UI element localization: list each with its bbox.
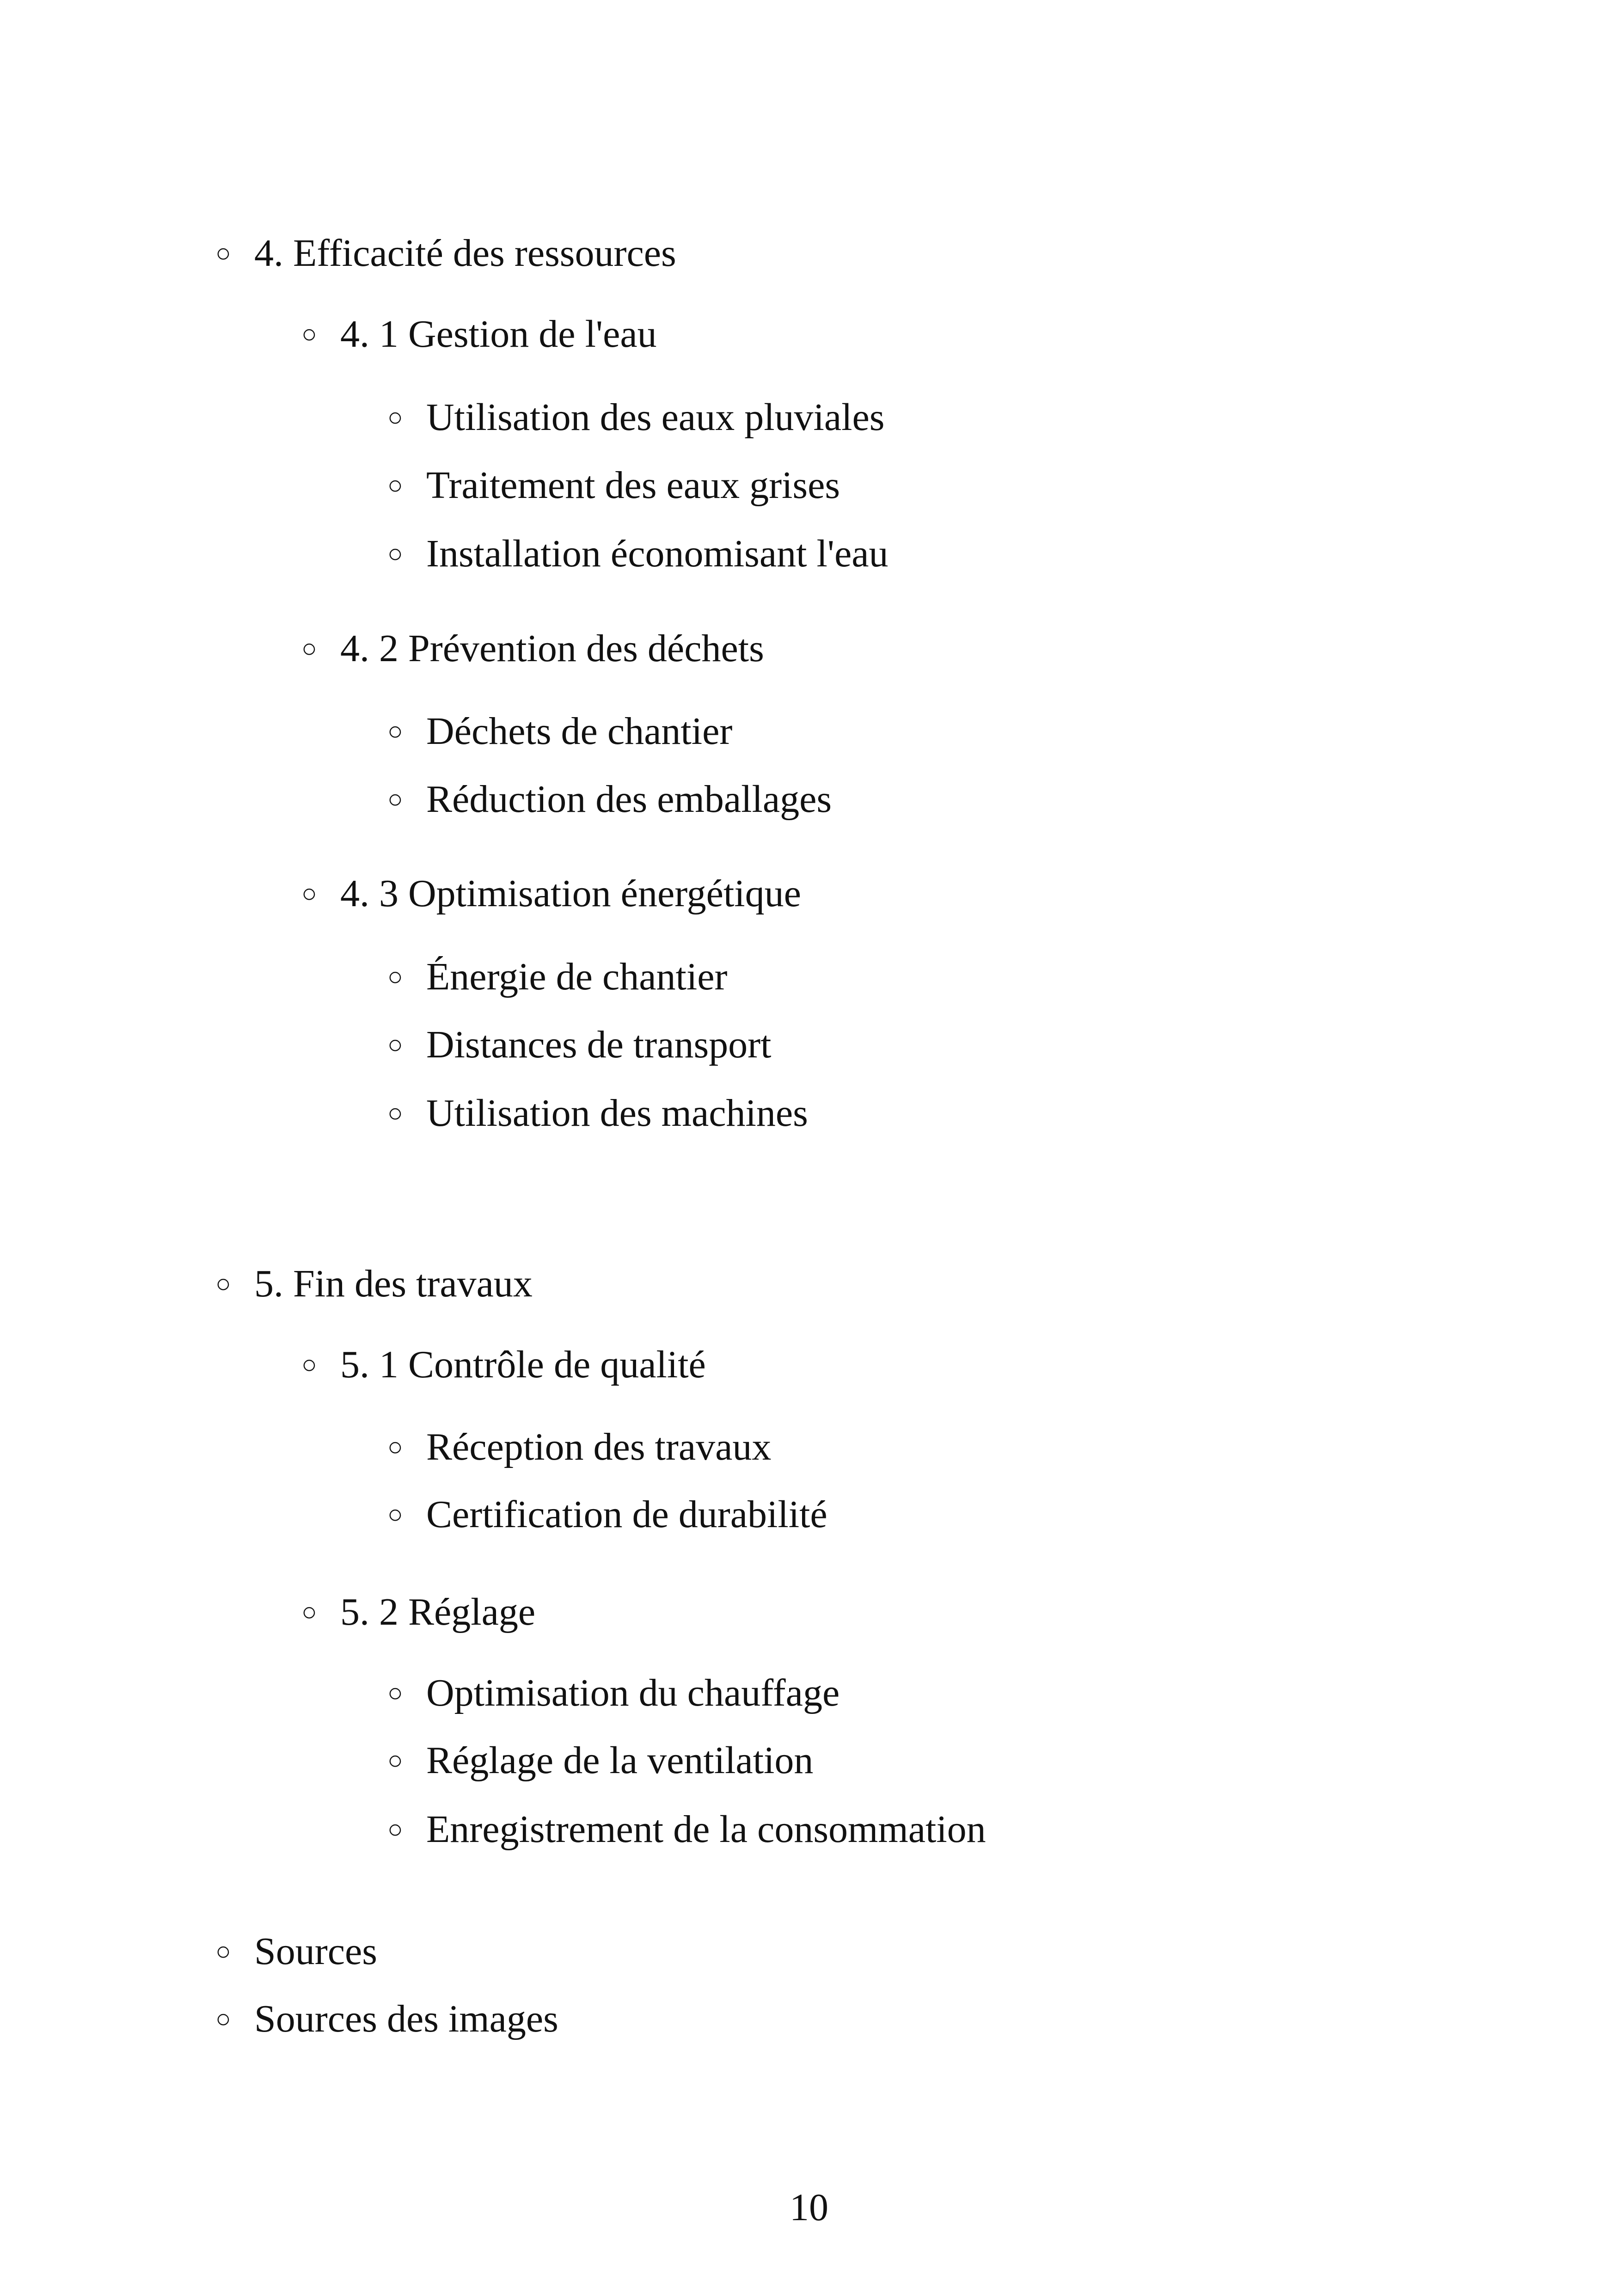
outline-item-label: 4. 1 Gestion de l'eau <box>340 313 657 356</box>
outline-item-label: Utilisation des machines <box>426 1092 808 1135</box>
outline-item-label: Distances de transport <box>426 1023 772 1066</box>
outline-item-label: 5. 1 Contrôle de qualité <box>340 1343 706 1386</box>
outline-item-label: 4. 3 Optimisation énergétique <box>340 872 801 915</box>
outline-item-label: Optimisation du chauffage <box>426 1671 840 1714</box>
outline-item-label: 4. 2 Prévention des déchets <box>340 627 764 670</box>
bullet-icon: ○ <box>301 1351 317 1379</box>
bullet-icon: ○ <box>215 2005 231 2033</box>
outline-item-label: 5. 2 Réglage <box>340 1590 536 1633</box>
bullet-icon: ○ <box>387 717 403 746</box>
bullet-icon: ○ <box>215 1937 231 1966</box>
bullet-icon: ○ <box>387 1500 403 1529</box>
outline-item-label: Déchets de chantier <box>426 710 733 753</box>
bullet-icon: ○ <box>387 403 403 432</box>
outline-item-label: 5. Fin des travaux <box>254 1262 533 1305</box>
outline-item-label: Réception des travaux <box>426 1425 772 1468</box>
bullet-icon: ○ <box>387 1815 403 1844</box>
outline-item-label: Utilisation des eaux pluviales <box>426 396 885 439</box>
bullet-icon: ○ <box>387 540 403 568</box>
bullet-icon: ○ <box>301 320 317 349</box>
outline-item-label: Énergie de chantier <box>426 955 728 998</box>
outline-item-label: Enregistrement de la consommation <box>426 1808 986 1851</box>
bullet-icon: ○ <box>215 239 231 268</box>
outline-item-label: Installation économisant l'eau <box>426 532 889 575</box>
bullet-icon: ○ <box>387 1433 403 1461</box>
bullet-icon: ○ <box>215 1270 231 1298</box>
bullet-icon: ○ <box>387 471 403 500</box>
outline-item-label: Réduction des emballages <box>426 778 832 821</box>
bullet-icon: ○ <box>387 963 403 991</box>
outline-item-label: Réglage de la ventilation <box>426 1739 814 1782</box>
outline-item-label: 4. Efficacité des ressources <box>254 232 676 275</box>
outline-item-label: Traitement des eaux grises <box>426 464 840 507</box>
bullet-icon: ○ <box>387 1746 403 1775</box>
bullet-icon: ○ <box>301 634 317 663</box>
outline-item-label: Sources <box>254 1930 377 1973</box>
page-number: 10 <box>790 2186 828 2229</box>
bullet-icon: ○ <box>387 785 403 814</box>
bullet-icon: ○ <box>301 879 317 908</box>
bullet-icon: ○ <box>301 1598 317 1627</box>
bullet-icon: ○ <box>387 1099 403 1128</box>
bullet-icon: ○ <box>387 1679 403 1707</box>
outline-item-label: Sources des images <box>254 1997 558 2040</box>
bullet-icon: ○ <box>387 1031 403 1059</box>
outline-item-label: Certification de durabilité <box>426 1493 827 1536</box>
